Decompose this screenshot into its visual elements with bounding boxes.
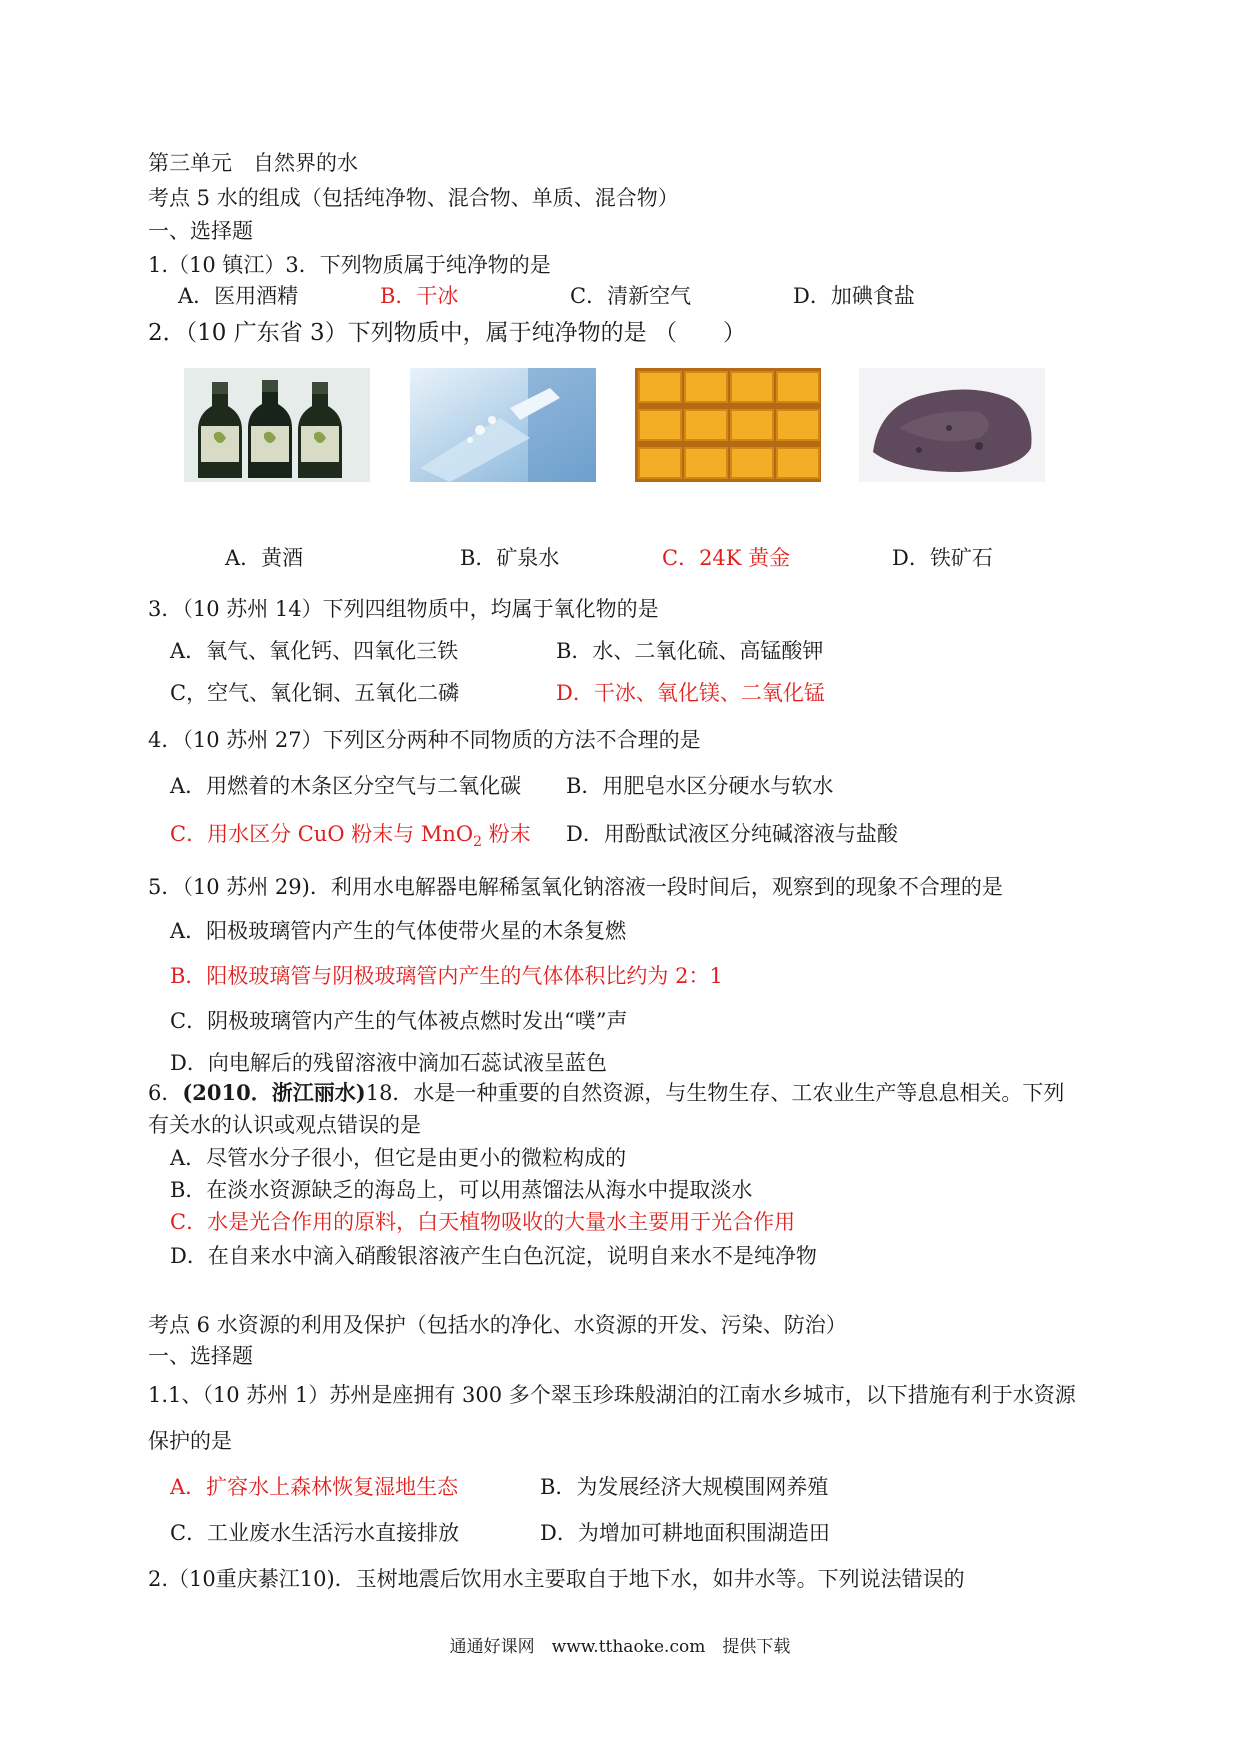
q5-option-c: C．阴极玻璃管内产生的气体被点燃时发出“噗”声: [170, 1009, 628, 1033]
p6-q1-option-c: C．工业废水生活污水直接排放: [170, 1521, 460, 1545]
gold-bars-image: [635, 368, 821, 482]
q4-option-c: C．用水区分 CuO 粉末与 MnO$_2$ 粉末: [170, 822, 531, 851]
q6-stem-line2: 有关水的认识或观点错误的是: [148, 1113, 421, 1137]
point5-title: 考点 5 水的组成（包括纯净物、混合物、单质、混合物）: [148, 186, 679, 210]
q1-stem: 1.（10 镇江）3．下列物质属于纯净物的是: [148, 253, 551, 277]
q5-option-b: B．阳极玻璃管与阴极玻璃管内产生的气体体积比约为 2：1: [170, 964, 723, 988]
q4-option-b: B．用肥皂水区分硬水与软水: [566, 774, 834, 798]
q1-option-b: B．干冰: [380, 284, 459, 308]
q5-stem: 5．（10 苏州 29)．利用水电解器电解稀氢氧化钠溶液一段时间后，观察到的现象不合理的是: [148, 875, 1003, 899]
q4-stem: 4．（10 苏州 27）下列区分两种不同物质的方法不合理的是: [148, 728, 701, 752]
q1-option-c: C．清新空气: [570, 284, 692, 308]
point5-section: 一、选择题: [148, 219, 253, 243]
p6-q1-option-a: A．扩容水上森林恢复湿地生态: [170, 1475, 459, 1499]
q6-option-c: C．水是光合作用的原料，白天植物吸收的大量水主要用于光合作用: [170, 1210, 796, 1234]
page-footer: 通通好课网 www.tthaoke.com 提供下载: [449, 1637, 791, 1657]
point6-section: 一、选择题: [148, 1344, 253, 1368]
yellow-wine-image: [184, 368, 370, 482]
q1-option-d: D．加碘食盐: [793, 284, 915, 308]
q3-option-b: B．水、二氧化硫、高锰酸钾: [556, 639, 824, 663]
q3-option-a: A．氧气、氧化钙、四氧化三铁: [170, 639, 459, 663]
p6-q1-option-d: D．为增加可耕地面积围湖造田: [540, 1521, 830, 1545]
q3-stem: 3．（10 苏州 14）下列四组物质中，均属于氧化物的是: [148, 597, 659, 621]
q6-option-a: A．尽管水分子很小，但它是由更小的微粒构成的: [170, 1146, 627, 1170]
q2-option-d: D．铁矿石: [892, 546, 993, 570]
point6-title: 考点 6 水资源的利用及保护（包括水的净化、水资源的开发、污染、防治）: [148, 1313, 847, 1337]
p6-q1-stem-line2: 保护的是: [148, 1429, 232, 1453]
q6-option-b: B．在淡水资源缺乏的海岛上，可以用蒸馏法从海水中提取淡水: [170, 1178, 753, 1202]
q2-option-a: A．黄酒: [225, 546, 304, 570]
q3-option-d: D．干冰、氧化镁、二氧化锰: [556, 681, 825, 705]
q4-option-a: A．用燃着的木条区分空气与二氧化碳: [170, 774, 522, 798]
q1-option-a: A．医用酒精: [178, 284, 299, 308]
q3-option-c: C，空气、氧化铜、五氧化二磷: [170, 681, 460, 705]
q4-option-d: D．用酚酞试液区分纯碱溶液与盐酸: [566, 822, 898, 846]
p6-q2-stem: 2.（10重庆綦江10)．玉树地震后饮用水主要取自于地下水，如井水等。下列说法错误的: [148, 1567, 965, 1591]
p6-q1-stem-line1: 1.1、（10 苏州 1）苏州是座拥有 300 多个翠玉珍珠般湖泊的江南水乡城市，以下措施有利于水资源: [148, 1383, 1076, 1407]
q2-option-c: C．24K 黄金: [662, 546, 791, 570]
p6-q1-option-b: B．为发展经济大规模围网养殖: [540, 1475, 829, 1499]
q6-option-d: D．在自来水中滴入硝酸银溶液产生白色沉淀，说明自来水不是纯净物: [170, 1244, 817, 1268]
q5-option-d: D．向电解后的残留溶液中滴加石蕊试液呈蓝色: [170, 1051, 607, 1075]
q2-stem: 2．（10 广东省 3）下列物质中，属于纯净物的是 （ ）: [148, 320, 746, 346]
mineral-water-image: [410, 368, 596, 482]
q6-stem-line1: 6．(2010．浙江丽水)18．水是一种重要的自然资源，与生物生存、工农业生产等息息相关。下列: [148, 1080, 1065, 1105]
unit-title: 第三单元 自然界的水: [148, 151, 358, 175]
q2-option-b: B．矿泉水: [460, 546, 560, 570]
iron-ore-image: [859, 368, 1045, 482]
q5-option-a: A．阳极玻璃管内产生的气体使带火星的木条复燃: [170, 919, 627, 943]
